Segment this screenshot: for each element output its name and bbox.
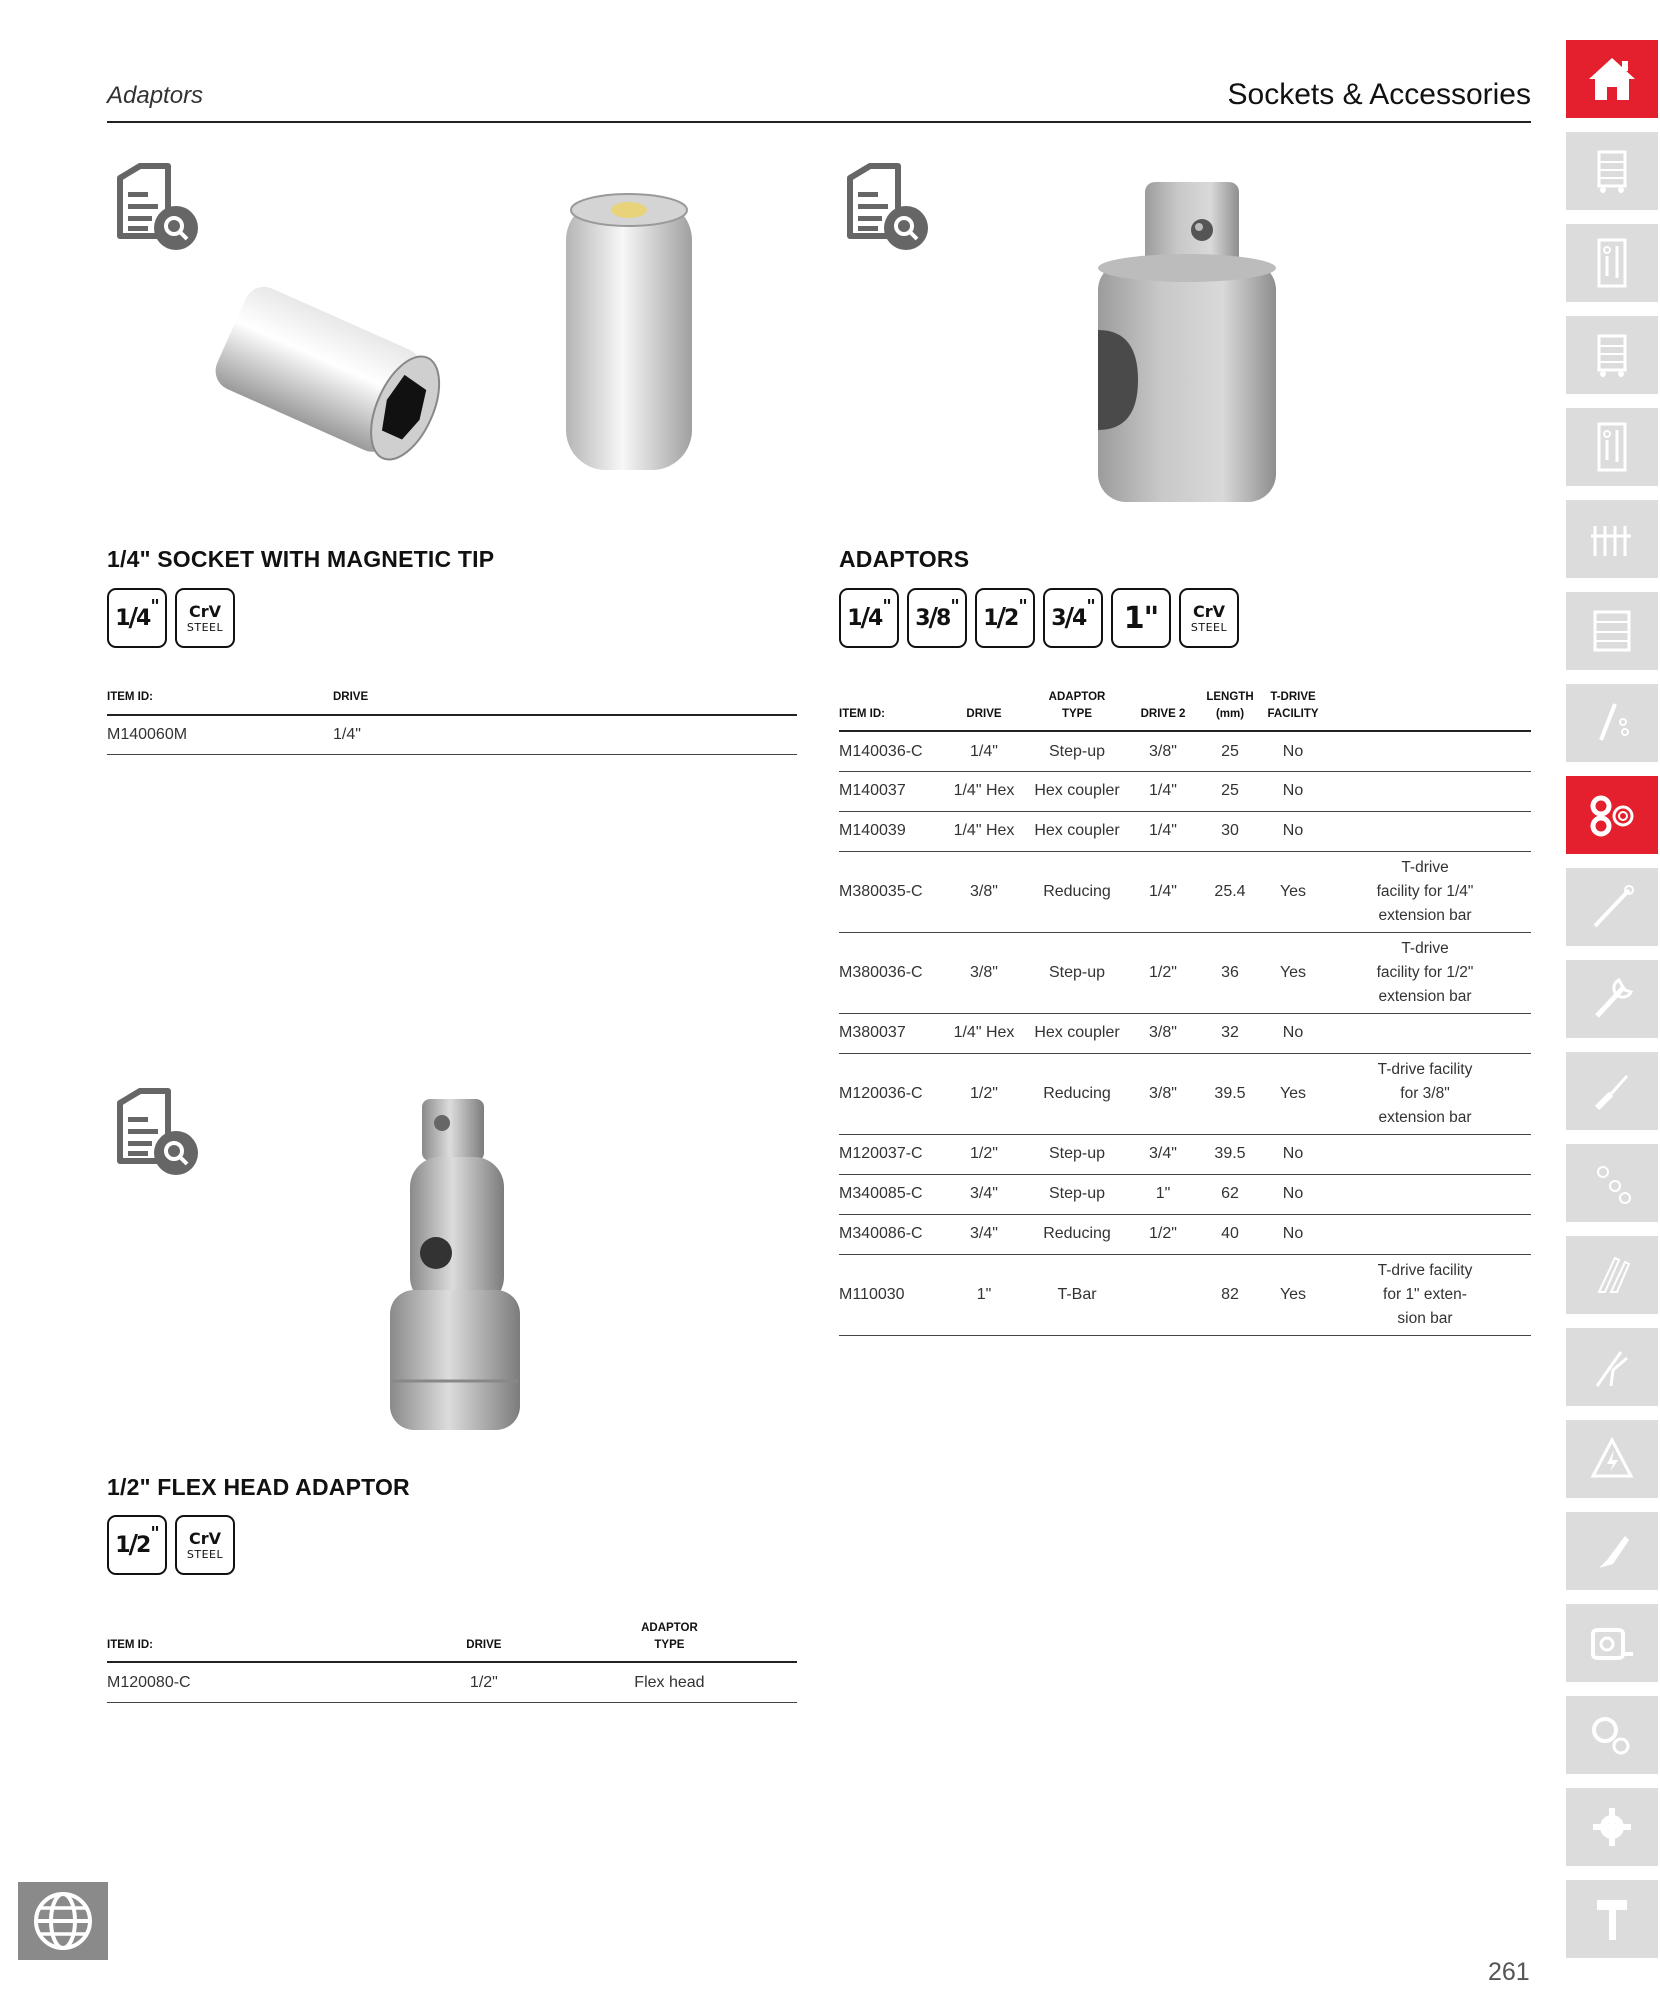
- flex-head-adaptor-image: [370, 1095, 540, 1440]
- table-cell: [1319, 1214, 1531, 1254]
- table-cell: T-drive facility for 1" exten- sion bar: [1319, 1254, 1531, 1335]
- sidebar-tab[interactable]: [1566, 592, 1658, 670]
- badge-material: CrV: [188, 1528, 221, 1548]
- table-cell: 40: [1193, 1214, 1267, 1254]
- table-cell: Reducing: [1021, 851, 1133, 932]
- sidebar-tab[interactable]: [1566, 316, 1658, 394]
- page-number: 261: [1488, 1958, 1530, 1986]
- table-cell: No: [1267, 771, 1319, 811]
- table-cell: 3/8": [947, 932, 1021, 1013]
- fraction-denominator: 4: [136, 605, 151, 631]
- table-cell: Step-up: [1021, 1134, 1133, 1174]
- sockets-icon: [1585, 788, 1639, 842]
- sidebar-tab[interactable]: [1566, 1604, 1658, 1682]
- table-cell: M140036-C: [839, 731, 947, 771]
- tool-tray-icon: [1585, 236, 1639, 290]
- table-cell: 39.5: [1193, 1134, 1267, 1174]
- table-cell: 39.5: [1193, 1053, 1267, 1134]
- table-row: [839, 1174, 1531, 1214]
- table-cell: M120080-C: [107, 1662, 426, 1702]
- table-cell: T-drive facility for 1/2" extension bar: [1319, 932, 1531, 1013]
- fraction-denominator: 8: [936, 605, 951, 631]
- table-cell: 3/8": [1133, 1053, 1193, 1134]
- table-cell: Yes: [1267, 851, 1319, 932]
- sidebar-tab[interactable]: [1566, 1144, 1658, 1222]
- table-cell: M110030: [839, 1254, 947, 1335]
- product-title-magnetic-socket: 1/4" SOCKET WITH MAGNETIC TIP: [107, 546, 495, 572]
- table-cell: M140060M: [107, 715, 333, 755]
- table-cell: 1/2": [426, 1662, 542, 1702]
- section-title: Adaptors: [107, 82, 204, 109]
- table-cell: No: [1267, 1214, 1319, 1254]
- fraction-numerator: 3: [915, 605, 930, 631]
- home-tab[interactable]: [1566, 40, 1658, 118]
- spec-badges: [839, 588, 1239, 648]
- table-cell: Hex coupler: [1021, 771, 1133, 811]
- table-cell: No: [1267, 1134, 1319, 1174]
- table-cell: No: [1267, 1013, 1319, 1053]
- table-cell: M140039: [839, 811, 947, 851]
- fraction-denominator: 2: [1004, 605, 1019, 631]
- table-row: [839, 851, 1531, 932]
- header-divider: [107, 121, 1531, 123]
- spec-badges: [107, 588, 235, 648]
- datasheet-search-icon[interactable]: [112, 1087, 202, 1177]
- column-header: ITEM ID:: [107, 689, 333, 715]
- spec-table-adaptors: [839, 689, 1531, 1336]
- table-cell: 3/8": [1133, 1013, 1193, 1053]
- table-cell: 1/4": [333, 715, 797, 755]
- table-row: [839, 1214, 1531, 1254]
- table-cell: Hex coupler: [1021, 811, 1133, 851]
- column-header: DRIVE: [426, 1620, 542, 1662]
- gear-icon: [1585, 1800, 1639, 1854]
- pullers-icon: [1585, 1708, 1639, 1762]
- sidebar-tab[interactable]: [1566, 1512, 1658, 1590]
- table-row: [839, 1013, 1531, 1053]
- sidebar-tab[interactable]: [1566, 776, 1658, 854]
- table-cell: 32: [1193, 1013, 1267, 1053]
- table-cell: Reducing: [1021, 1214, 1133, 1254]
- hex-keys-icon: [1585, 1248, 1639, 1302]
- crv-steel-badge: [175, 1515, 235, 1575]
- table-cell: M140037: [839, 771, 947, 811]
- table-cell: T-drive facility for 1/4" extension bar: [1319, 851, 1531, 932]
- product-title-adaptors: ADAPTORS: [839, 546, 970, 572]
- table-cell: Flex head: [542, 1662, 797, 1702]
- fraction-denominator: 4: [868, 605, 883, 631]
- table-cell: 1/2": [1133, 1214, 1193, 1254]
- table-cell: M120036-C: [839, 1053, 947, 1134]
- table-cell: T-Bar: [1021, 1254, 1133, 1335]
- table-cell: M120037-C: [839, 1134, 947, 1174]
- table-cell: 3/4": [947, 1174, 1021, 1214]
- table-row: [839, 1134, 1531, 1174]
- table-cell: 25.4: [1193, 851, 1267, 932]
- column-header: ITEM ID:: [839, 689, 947, 731]
- table-cell: 3/8": [947, 851, 1021, 932]
- table-cell: 1/4": [1133, 851, 1193, 932]
- spec-badges: [107, 1515, 235, 1575]
- fraction-numerator: 1: [847, 605, 862, 631]
- magnetic-socket-image: [200, 180, 700, 510]
- electrical-warning-icon: [1585, 1432, 1639, 1486]
- table-row: [839, 1254, 1531, 1335]
- table-cell: Step-up: [1021, 932, 1133, 1013]
- pliers-icon: [1585, 1340, 1639, 1394]
- table-cell: [1319, 811, 1531, 851]
- table-cell: Step-up: [1021, 731, 1133, 771]
- bits-icon: [1585, 1156, 1639, 1210]
- table-row: [107, 715, 797, 755]
- tool-trolley-icon: [1585, 328, 1639, 382]
- fraction-numerator: 3: [1051, 605, 1066, 631]
- table-cell: 3/8": [1133, 731, 1193, 771]
- sidebar-tab[interactable]: [1566, 1788, 1658, 1866]
- column-header: T-DRIVE FACILITY: [1267, 689, 1319, 731]
- sidebar-tab[interactable]: [1566, 1880, 1658, 1958]
- table-cell: [1319, 1174, 1531, 1214]
- table-row: [839, 731, 1531, 771]
- table-cell: 1/2": [1133, 932, 1193, 1013]
- drive-size-badge: 3 / 8 ": [907, 588, 967, 648]
- table-cell: 1/4": [1133, 771, 1193, 811]
- table-cell: No: [1267, 811, 1319, 851]
- spec-table-magnetic-socket: [107, 689, 797, 755]
- torque-wrench-icon: [1585, 880, 1639, 934]
- table-cell: No: [1267, 1174, 1319, 1214]
- table-cell: 1/2": [947, 1053, 1021, 1134]
- table-cell: 1/4" Hex: [947, 771, 1021, 811]
- table-cell: M380036-C: [839, 932, 947, 1013]
- tool-trolley-icon: [1585, 144, 1639, 198]
- crv-steel-badge: [175, 588, 235, 648]
- table-cell: 82: [1193, 1254, 1267, 1335]
- column-header: DRIVE 2: [1133, 689, 1193, 731]
- table-row: [839, 1053, 1531, 1134]
- column-header: ADAPTOR TYPE: [1021, 689, 1133, 731]
- table-cell: 1": [1133, 1174, 1193, 1214]
- sidebar-tab[interactable]: [1566, 1052, 1658, 1130]
- badge-material: CrV: [188, 601, 221, 621]
- table-row: [839, 932, 1531, 1013]
- sidebar-tab[interactable]: [1566, 132, 1658, 210]
- category-sidebar: [1566, 40, 1658, 1972]
- table-cell: 25: [1193, 731, 1267, 771]
- table-cell: 1/2": [947, 1134, 1021, 1174]
- drive-size-badge: 1 / 2 ": [107, 1515, 167, 1575]
- wrench-icon: [1585, 972, 1639, 1026]
- sidebar-tab[interactable]: [1566, 500, 1658, 578]
- sidebar-tab[interactable]: [1566, 1328, 1658, 1406]
- knife-icon: [1585, 1524, 1639, 1578]
- tool-set-icon: [1585, 512, 1639, 566]
- table-cell: 30: [1193, 811, 1267, 851]
- fraction-numerator: 1: [983, 605, 998, 631]
- table-cell: Step-up: [1021, 1174, 1133, 1214]
- drive-size-badge: 1 / 4 ": [839, 588, 899, 648]
- screwdriver-icon: [1585, 1064, 1639, 1118]
- measuring-tape-icon: [1585, 1616, 1639, 1670]
- fraction-denominator: 2: [136, 1532, 151, 1558]
- spanner-set-icon: [1585, 696, 1639, 750]
- adaptor-image: [1090, 180, 1280, 505]
- table-cell: [1319, 1013, 1531, 1053]
- drive-size-badge: 1 / 4 ": [107, 588, 167, 648]
- table-cell: [1319, 771, 1531, 811]
- table-cell: M340085-C: [839, 1174, 947, 1214]
- table-cell: T-drive facility for 3/8" extension bar: [1319, 1053, 1531, 1134]
- drive-size-badge: 1 / 2 ": [975, 588, 1035, 648]
- sidebar-tab[interactable]: [1566, 408, 1658, 486]
- table-cell: Reducing: [1021, 1053, 1133, 1134]
- sidebar-tab[interactable]: [1566, 868, 1658, 946]
- table-cell: 1/4": [1133, 811, 1193, 851]
- table-cell: 1/4" Hex: [947, 811, 1021, 851]
- badge-material-sub: STEEL: [186, 620, 224, 634]
- drive-size-badge: 3 / 4 ": [1043, 588, 1103, 648]
- column-header: LENGTH (mm): [1193, 689, 1267, 731]
- product-title-flex-head: 1/2" FLEX HEAD ADAPTOR: [107, 1474, 410, 1500]
- datasheet-search-icon[interactable]: [842, 162, 932, 252]
- table-cell: [1319, 1134, 1531, 1174]
- table-cell: 3/4": [947, 1214, 1021, 1254]
- fraction-denominator: 4: [1072, 605, 1087, 631]
- sidebar-tab[interactable]: [1566, 1696, 1658, 1774]
- badge-material: CrV: [1192, 601, 1225, 621]
- badge-material-sub: STEEL: [186, 1547, 224, 1561]
- fraction-numerator: 1: [115, 1532, 130, 1558]
- website-link[interactable]: [18, 1882, 108, 1960]
- tool-tray-icon: [1585, 420, 1639, 474]
- table-cell: M340086-C: [839, 1214, 947, 1254]
- table-cell: 25: [1193, 771, 1267, 811]
- fraction-numerator: 1: [115, 605, 130, 631]
- badge-material-sub: STEEL: [1190, 620, 1228, 634]
- table-cell: 36: [1193, 932, 1267, 1013]
- column-header-notes: [1319, 689, 1531, 731]
- table-cell: 1/4": [947, 731, 1021, 771]
- spec-table-flex-head: [107, 1620, 797, 1703]
- table-cell: Hex coupler: [1021, 1013, 1133, 1053]
- table-cell: Yes: [1267, 1254, 1319, 1335]
- crv-steel-badge: [1179, 588, 1239, 648]
- table-cell: 1": [947, 1254, 1021, 1335]
- globe-icon: [31, 1889, 95, 1953]
- table-cell: [1133, 1254, 1193, 1335]
- sidebar-tab[interactable]: [1566, 684, 1658, 762]
- drive-size-badge: 1": [1111, 588, 1171, 648]
- category-title: Sockets & Accessories: [1227, 78, 1531, 111]
- sidebar-tab[interactable]: [1566, 224, 1658, 302]
- table-row: [839, 811, 1531, 851]
- sidebar-tab[interactable]: [1566, 960, 1658, 1038]
- home-icon: [1585, 52, 1639, 106]
- table-cell: 3/4": [1133, 1134, 1193, 1174]
- table-row: [839, 771, 1531, 811]
- datasheet-search-icon[interactable]: [112, 162, 202, 252]
- table-cell: No: [1267, 731, 1319, 771]
- sidebar-tab[interactable]: [1566, 1420, 1658, 1498]
- column-header: ITEM ID:: [107, 1620, 426, 1662]
- table-cell: Yes: [1267, 1053, 1319, 1134]
- table-cell: Yes: [1267, 932, 1319, 1013]
- sidebar-tab[interactable]: [1566, 1236, 1658, 1314]
- table-row: [107, 1662, 797, 1702]
- table-cell: [1319, 731, 1531, 771]
- table-cell: 1/4" Hex: [947, 1013, 1021, 1053]
- table-cell: M380037: [839, 1013, 947, 1053]
- column-header: DRIVE: [947, 689, 1021, 731]
- hammer-icon: [1585, 1892, 1639, 1946]
- table-cell: M380035-C: [839, 851, 947, 932]
- table-cell: 62: [1193, 1174, 1267, 1214]
- column-header: DRIVE: [333, 689, 797, 715]
- tool-cabinet-icon: [1585, 604, 1639, 658]
- column-header: ADAPTOR TYPE: [542, 1620, 797, 1662]
